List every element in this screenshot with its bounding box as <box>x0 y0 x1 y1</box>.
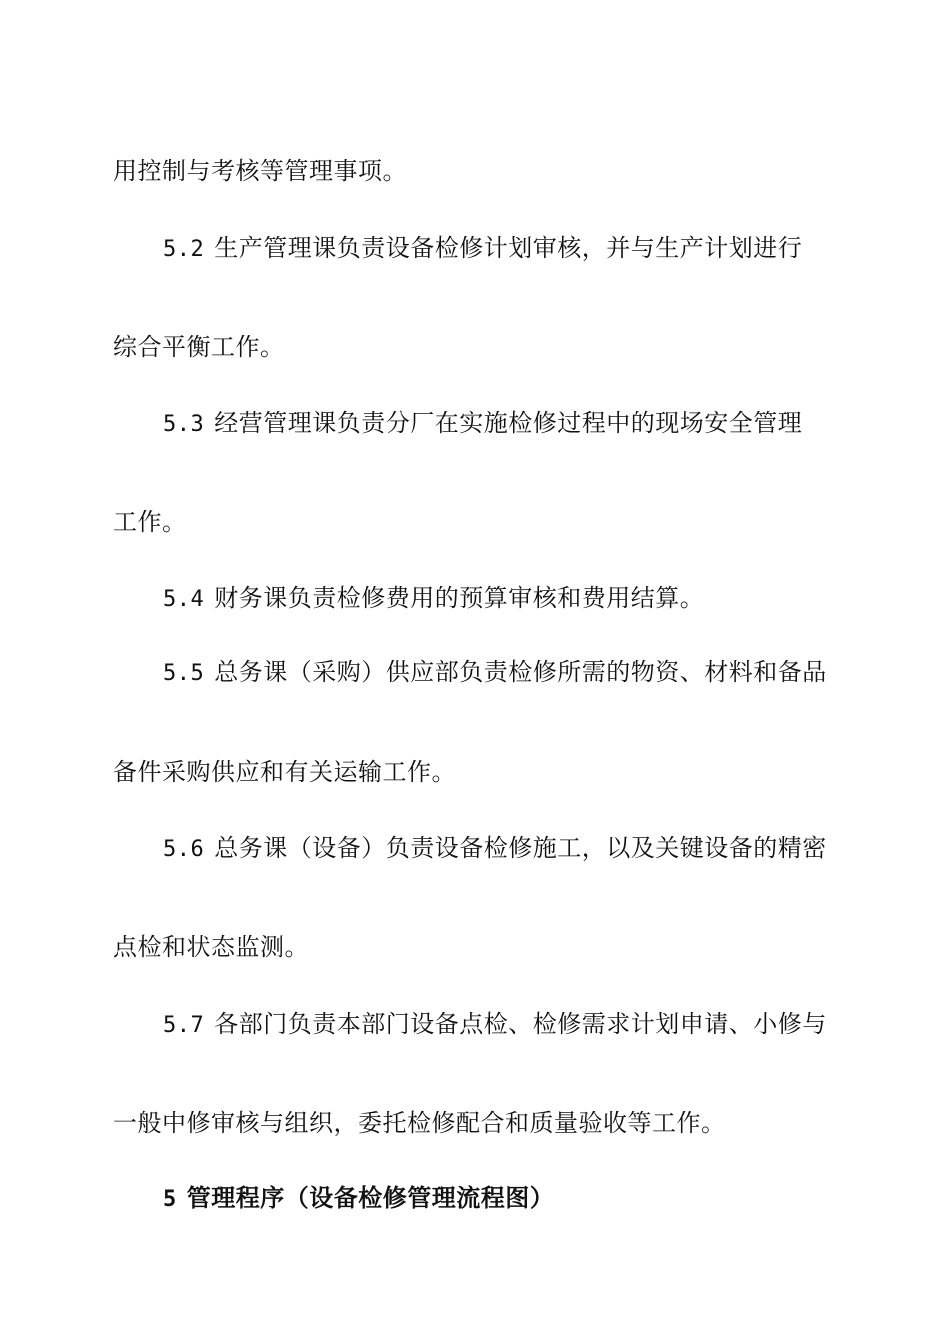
paragraph-line <box>113 930 853 964</box>
paragraph-line <box>113 505 853 539</box>
section-heading-text: 管理程序（设备检修管理流程图） <box>186 1183 555 1212</box>
paragraph-line <box>163 406 853 442</box>
paragraph-line <box>113 755 853 789</box>
paragraph-text: 备件采购供应和有关运输工作。 <box>113 758 456 786</box>
paragraph-line <box>113 1106 853 1140</box>
paragraph-text: 综合平衡工作。 <box>113 333 285 361</box>
paragraph-text: 总务课（设备）负责设备检修施工，以及关键设备的精密 <box>214 834 827 862</box>
paragraph-text: 一般中修审核与组织，委托检修配合和质量验收等工作。 <box>113 1109 726 1137</box>
paragraph-line <box>163 231 853 267</box>
paragraph-line <box>113 330 853 364</box>
paragraph-line <box>163 581 853 617</box>
paragraph-text: 用控制与考核等管理事项。 <box>113 157 407 185</box>
clause-number: 5.7 <box>163 1013 205 1038</box>
paragraph-line <box>163 1007 853 1043</box>
paragraph-text: 总务课（采购）供应部负责检修所需的物资、材料和备品 <box>214 658 827 686</box>
section-heading <box>163 1181 853 1217</box>
paragraph-text: 财务课负责检修费用的预算审核和费用结算。 <box>214 584 705 612</box>
section-number: 5 <box>163 1187 177 1212</box>
clause-number: 5.5 <box>163 661 205 686</box>
clause-number: 5.3 <box>163 412 205 437</box>
paragraph-text: 各部门负责本部门设备点检、检修需求计划申请、小修与 <box>214 1010 827 1038</box>
paragraph-line <box>163 831 853 867</box>
clause-number: 5.2 <box>163 237 205 262</box>
paragraph-text: 点检和状态监测。 <box>113 933 309 961</box>
paragraph-text: 工作。 <box>113 508 187 536</box>
paragraph-text: 生产管理课负责设备检修计划审核，并与生产计划进行 <box>214 234 803 262</box>
paragraph-line <box>163 655 853 691</box>
paragraph-line <box>113 154 853 188</box>
clause-number: 5.6 <box>163 837 205 862</box>
paragraph-text: 经营管理课负责分厂在实施检修过程中的现场安全管理 <box>214 409 803 437</box>
clause-number: 5.4 <box>163 587 205 612</box>
